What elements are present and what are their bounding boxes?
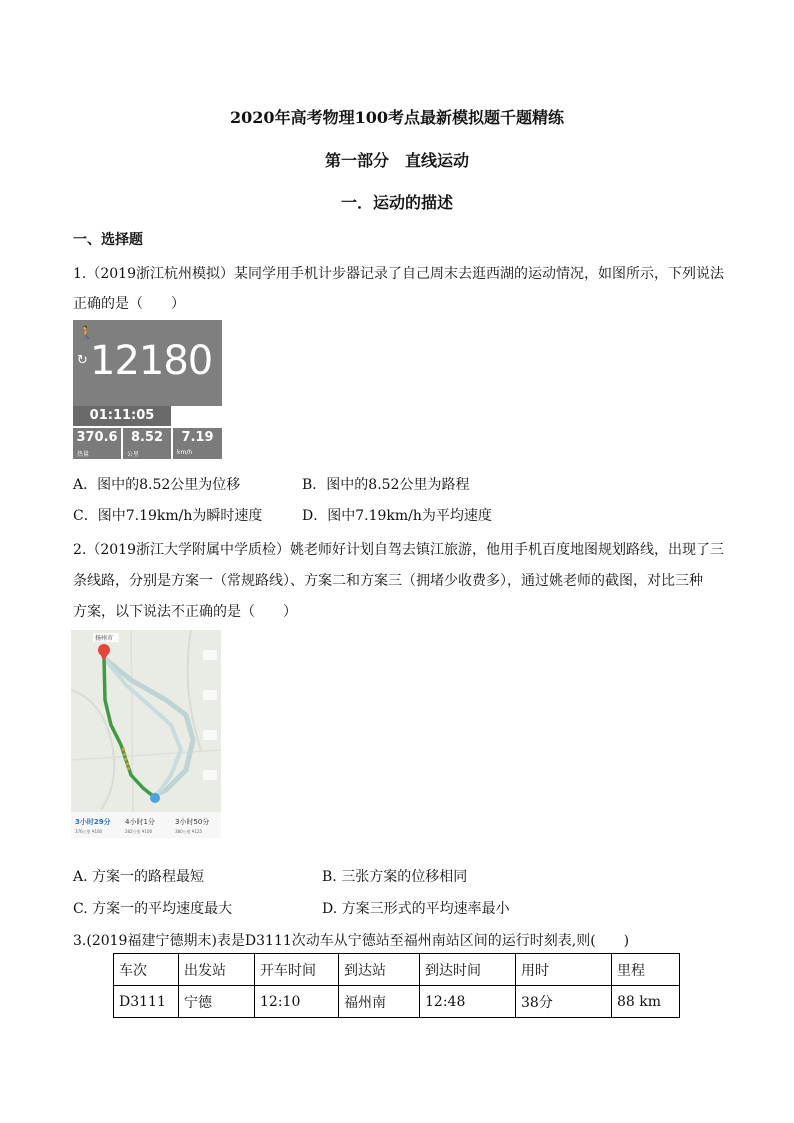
distance-unit: 公里 — [127, 451, 140, 458]
refresh-icon: ↻ — [77, 353, 88, 368]
table-cell: D3111 — [114, 986, 179, 1018]
q3-stem-line1: 3.(2019福建宁德期末)表是D3111次动车从宁德站至福州南站区间的运行时刻表,则( ) — [73, 933, 630, 949]
distance-cell — [123, 428, 171, 459]
map-city-label: 扬州市 — [95, 635, 114, 642]
chapter-title: 一．运动的描述 — [340, 193, 453, 212]
q1-option-a: A．图中的8.52公里为位移 — [73, 477, 241, 493]
section-heading: 一、选择题 — [73, 232, 143, 248]
elapsed-time: 01:11:05 — [73, 406, 171, 426]
table-cell: 宁德 — [179, 986, 255, 1018]
calorie-unit: 热量 — [77, 451, 90, 458]
table-row — [114, 986, 680, 1018]
q2-stem-line1: 2.（2019浙江大学附属中学质检）姚老师好计划自驾去镇江旅游，他用手机百度地图规划路线，出现了三 — [73, 542, 724, 558]
table-header-cell: 到达时间 — [420, 954, 516, 986]
pedometer-screenshot — [73, 320, 222, 459]
q2-option-b: B. 三张方案的位移相同 — [322, 869, 468, 885]
speed-cell — [173, 428, 222, 459]
walking-icon: 🚶 — [78, 326, 95, 341]
train-timetable — [113, 953, 680, 1018]
calorie-cell — [73, 428, 121, 459]
table-cell: 88 km — [612, 986, 680, 1018]
table-cell: 福州南 — [339, 986, 420, 1018]
table-header-cell: 开车时间 — [255, 954, 339, 986]
table-header-cell: 出发站 — [179, 954, 255, 986]
step-count: 12180 — [90, 338, 213, 384]
table-cell: 38分 — [516, 986, 612, 1018]
q1-option-d: D．图中7.19km/h为平均速度 — [302, 508, 492, 524]
speed-value: 7.19 — [181, 430, 214, 445]
q1-stem-line1: 1.（2019浙江杭州模拟）某同学用手机计步器记录了自己周末去逛西湖的运动情况，如图所示，下列说法 — [73, 266, 724, 282]
table-cell: 12:48 — [420, 986, 516, 1018]
table-header-cell: 到达站 — [339, 954, 420, 986]
pedometer-step-panel — [73, 320, 222, 406]
route1-detail: 376公里 ¥100 — [75, 829, 103, 834]
q2-option-c: C. 方案一的平均速度最大 — [73, 901, 233, 917]
q2-stem-line3: 方案，以下说法不正确的是（ ） — [73, 604, 297, 620]
table-header-row — [114, 954, 680, 986]
speed-unit: km/h — [177, 449, 193, 456]
route3-time: 3小时50分 — [175, 818, 210, 826]
table-header-cell: 用时 — [516, 954, 612, 986]
route1-time: 3小时29分 — [75, 818, 111, 826]
q2-stem-line2: 条线路，分别是方案一（常规路线）、方案二和方案三（拥堵少收费多），通过姚老师的截图，对比三种 — [73, 573, 703, 589]
end-marker-icon — [150, 793, 160, 803]
q1-option-b: B．图中的8.52公里为路程 — [302, 477, 470, 493]
route3-detail: 380公里 ¥125 — [175, 829, 203, 834]
route2-time: 4小时1分 — [125, 818, 155, 826]
document-title: 2020年高考物理100考点最新模拟题千题精练 — [230, 108, 564, 127]
q1-stem-line2: 正确的是（ ） — [73, 296, 185, 312]
part-title: 第一部分 直线运动 — [324, 151, 469, 170]
q2-option-a: A. 方案一的路程最短 — [73, 869, 205, 885]
table-header-cell: 车次 — [114, 954, 179, 986]
route2-detail: 282公里 ¥100 — [125, 829, 153, 834]
q2-option-d: D. 方案三形式的平均速率最小 — [322, 901, 510, 917]
table-header-cell: 里程 — [612, 954, 680, 986]
route-map-screenshot — [71, 630, 221, 838]
distance-value: 8.52 — [130, 430, 164, 445]
calorie-value: 370.6 — [76, 430, 118, 445]
q1-option-c: C．图中7.19km/h为瞬时速度 — [73, 508, 263, 524]
table-cell: 12:10 — [255, 986, 339, 1018]
